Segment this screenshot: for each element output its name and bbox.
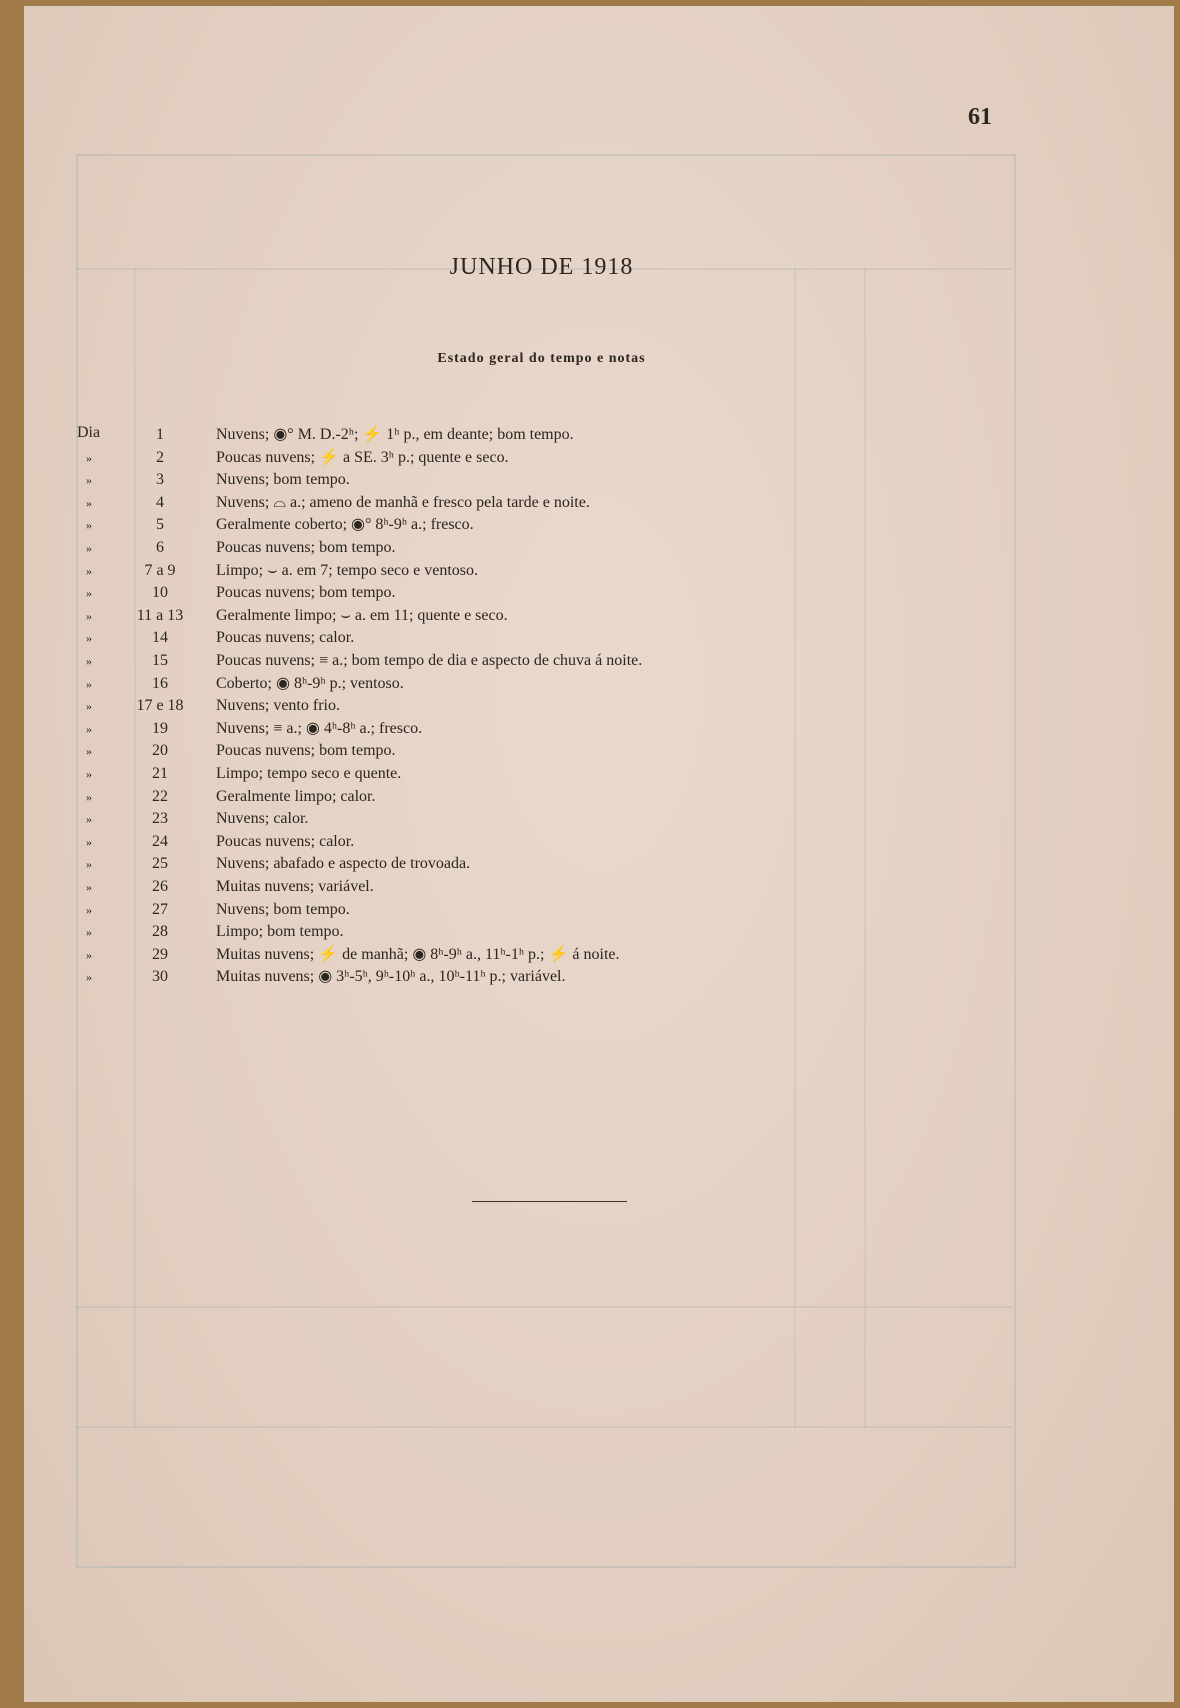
row-day: 7 a 9 <box>144 561 176 579</box>
table-row <box>0 763 1150 785</box>
row-note: Limpo; ⌣ a. em 7; tempo seco e ventoso. <box>216 561 479 579</box>
row-note: Nuvens; bom tempo. <box>216 471 350 489</box>
ditto-mark: » <box>86 812 92 827</box>
row-day: 20 <box>152 742 168 760</box>
row-note: Poucas nuvens; calor. <box>216 629 355 647</box>
table-row <box>0 831 1150 853</box>
table-row <box>0 853 1150 875</box>
ditto-mark: » <box>86 563 92 578</box>
ditto-mark: » <box>86 541 92 555</box>
row-note: Limpo; tempo seco e quente. <box>216 765 402 782</box>
ditto-mark: » <box>86 676 92 691</box>
ditto-mark: » <box>86 631 92 646</box>
row-day: 14 <box>152 629 168 647</box>
ditto-mark: » <box>86 608 92 623</box>
row-day: 11 a 13 <box>136 606 184 624</box>
ditto-mark: » <box>86 473 92 488</box>
table-row <box>0 718 1150 740</box>
row-day: 23 <box>152 810 168 828</box>
section-subtitle: Estado geral do tempo e notas <box>437 351 646 366</box>
row-note: Poucas nuvens; ⚡ a SE. 3ʰ p.; quente e seco. <box>216 448 509 466</box>
row-note: Coberto; ◉ 8ʰ-9ʰ p.; ventoso. <box>216 674 404 692</box>
row-day: 21 <box>152 765 168 782</box>
table-row <box>0 537 1150 559</box>
row-day: 6 <box>156 539 164 556</box>
table-row <box>0 447 1150 469</box>
row-day: 27 <box>152 900 168 918</box>
table-row <box>0 627 1150 649</box>
row-day: 2 <box>156 448 164 466</box>
table-row <box>0 808 1150 830</box>
row-day: 29 <box>152 945 168 963</box>
row-day: 5 <box>156 516 164 534</box>
page-number: 61 <box>968 104 992 130</box>
table-row <box>0 582 1150 604</box>
table-row <box>0 514 1150 536</box>
ditto-mark: » <box>86 744 92 759</box>
row-note: Poucas nuvens; bom tempo. <box>216 742 396 760</box>
table-row <box>0 650 1150 672</box>
row-day: 10 <box>152 584 168 602</box>
table-row <box>0 605 1150 627</box>
row-day: 22 <box>152 787 168 805</box>
ditto-mark: » <box>86 902 92 917</box>
table-row <box>0 695 1150 717</box>
row-note: Nuvens; abafado e aspecto de trovoada. <box>216 855 471 873</box>
table-row <box>0 740 1150 762</box>
table-row <box>0 899 1150 921</box>
table-row <box>0 966 1150 988</box>
row-note: Poucas nuvens; bom tempo. <box>216 584 396 602</box>
ditto-mark: » <box>86 495 92 510</box>
row-day: 24 <box>152 832 168 850</box>
day-column-header: Dia <box>77 424 101 441</box>
ditto-mark: » <box>86 880 92 894</box>
ditto-mark: » <box>86 654 92 668</box>
row-day: 26 <box>152 878 168 895</box>
row-note: Geralmente limpo; ⌣ a. em 11; quente e seco. <box>216 606 508 624</box>
table-row <box>0 469 1150 491</box>
row-note: Poucas nuvens; bom tempo. <box>216 539 396 556</box>
row-note: Nuvens; bom tempo. <box>216 900 350 918</box>
table-row <box>0 673 1150 695</box>
row-note: Geralmente limpo; calor. <box>216 787 376 805</box>
row-day: 28 <box>152 923 168 941</box>
row-note: Poucas nuvens; ≡ a.; bom tempo de dia e aspecto de chuva á noite. <box>216 652 643 669</box>
show-through-rule <box>76 1306 1012 1308</box>
ditto-mark: » <box>86 834 92 849</box>
ditto-mark: » <box>86 518 92 533</box>
ditto-mark: » <box>86 586 92 601</box>
row-note: Nuvens; ≡ a.; ◉ 4ʰ-8ʰ a.; fresco. <box>216 719 423 737</box>
row-note: Muitas nuvens; variável. <box>216 878 374 895</box>
row-day: 30 <box>152 968 168 986</box>
table-row <box>0 876 1150 898</box>
row-note: Muitas nuvens; ⚡ de manhã; ◉ 8ʰ-9ʰ a., 11ʰ-1ʰ p.; ⚡ á noite. <box>216 945 620 963</box>
table-row <box>0 560 1150 582</box>
row-day: 4 <box>156 493 164 511</box>
row-note: Muitas nuvens; ◉ 3ʰ-5ʰ, 9ʰ-10ʰ a., 10ʰ-11ʰ p.; variável. <box>216 968 566 986</box>
ditto-mark: » <box>86 925 92 940</box>
row-note: Limpo; bom tempo. <box>216 923 344 941</box>
row-day: 16 <box>152 674 168 692</box>
table-row <box>0 921 1150 943</box>
ditto-mark: » <box>86 970 92 985</box>
ditto-mark: » <box>86 699 92 714</box>
row-day: 17 e 18 <box>136 697 184 715</box>
ditto-mark: » <box>86 947 92 962</box>
row-note: Nuvens; ⌓ a.; ameno de manhã e fresco pela tarde e noite. <box>216 493 590 511</box>
show-through-rule <box>76 1426 1012 1428</box>
row-note: Geralmente coberto; ◉° 8ʰ-9ʰ a.; fresco. <box>216 516 474 534</box>
row-note: Poucas nuvens; calor. <box>216 832 355 850</box>
row-day: 19 <box>152 719 168 737</box>
ditto-mark: » <box>86 767 92 781</box>
ditto-mark: » <box>86 789 92 804</box>
row-day: 15 <box>152 652 168 669</box>
ditto-mark: » <box>86 450 92 465</box>
row-note: Nuvens; ◉° M. D.-2ʰ; ⚡ 1ʰ p., em deante; bom tempo. <box>216 426 574 443</box>
row-note: Nuvens; calor. <box>216 810 309 828</box>
row-day: 25 <box>152 855 168 873</box>
page-title: JUNHO DE 1918 <box>449 254 634 280</box>
ditto-mark: » <box>86 857 92 872</box>
table-row <box>0 424 1150 446</box>
row-day: 3 <box>156 471 164 489</box>
ditto-mark: » <box>86 721 92 736</box>
table-row <box>0 786 1150 808</box>
end-divider <box>472 1201 627 1202</box>
row-day: 1 <box>156 426 164 443</box>
row-note: Nuvens; vento frio. <box>216 697 340 715</box>
table-row <box>0 944 1150 966</box>
table-row <box>0 492 1150 514</box>
